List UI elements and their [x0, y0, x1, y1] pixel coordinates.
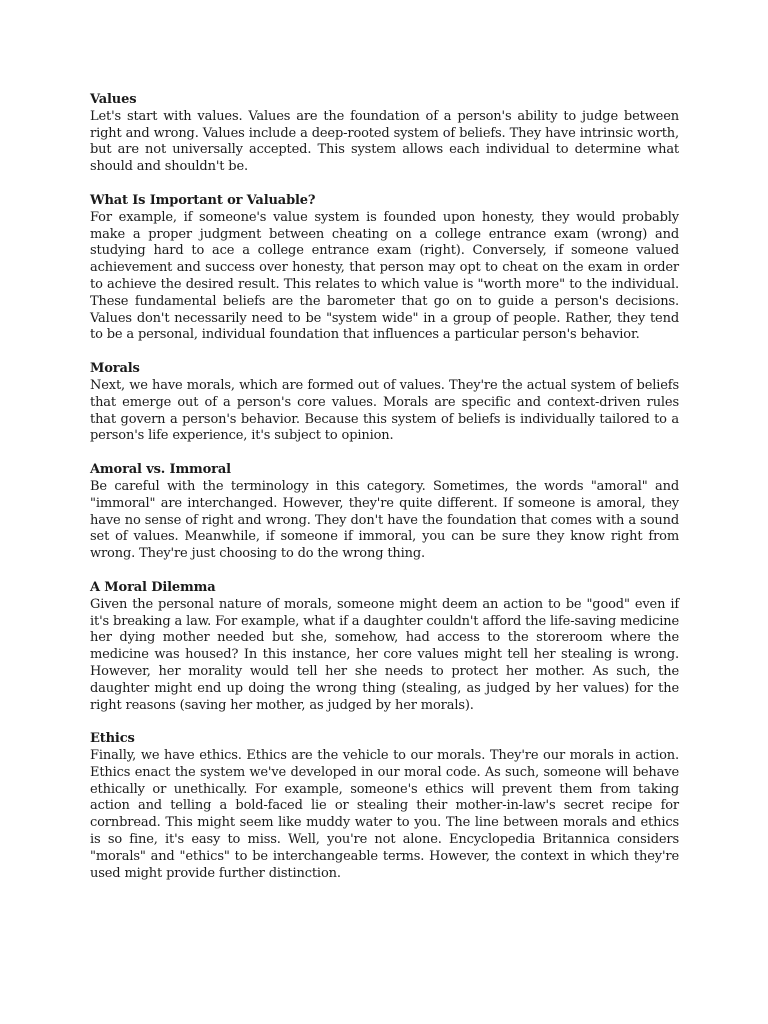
section-moral-dilemma: [90, 580, 679, 714]
section-heading: Morals: [90, 361, 140, 377]
section-heading: Amoral vs. Immoral: [90, 462, 231, 478]
section-body: Finally, we have ethics. Ethics are the vehicle to our morals. They're our morals in action. Ethics enact the system we've developed in our moral code. As such, someone will behave ethically or unethically. For example, someone's ethics will prevent them from taking action and telling a bold-faced lie or stealing their mother-in-law's secret recipe for cornbread. This might seem like muddy water to you. The line between morals and ethics is so fine, it's easy to miss. Well, you're not alone. Encyclopedia Britannica considers "morals" and "ethics" to be interchangeable terms. However, the context in which they're used might provide further distinction.: [90, 748, 679, 881]
section-body: For example, if someone's value system is founded upon honesty, they would probably make a proper judgment between cheating on a college entrance exam (wrong) and studying hard to ace a college entrance exam (right). Conversely, if someone valued achievement and success over honesty, that person may opt to cheat on the exam in order to achieve the desired result. This relates to which value is "worth more" to the individual. These fundamental beliefs are the barometer that go on to guide a person's decisions. Values don't necessarily need to be "system wide" in a group of people. Rather, they tend to be a personal, individual foundation that influences a particular person's behavior.: [90, 209, 679, 343]
section-amoral-vs-immoral: [90, 462, 679, 563]
section-heading: Ethics: [90, 731, 135, 747]
section-heading: A Moral Dilemma: [90, 579, 216, 595]
section-body: Be careful with the terminology in this category. Sometimes, the words "amoral" and "immoral" are interchanged. However, they're quite different. If someone is amoral, they have no sense of right and wrong. They don't have the foundation that comes with a sound set of values. Meanwhile, if someone if immoral, you can be sure they know right from wrong. They're just choosing to do the wrong thing.: [90, 478, 679, 562]
section-morals: [90, 361, 679, 445]
section-values: [90, 92, 679, 176]
section-what-is-important: [90, 193, 679, 344]
section-body: Next, we have morals, which are formed out of values. They're the actual system of beliefs that emerge out of a person's core values. Morals are specific and context-driven rules that govern a person's behavior. Because this system of beliefs is individually tailored to a person's life experience, it's subject to opinion.: [90, 377, 679, 444]
section-heading: What Is Important or Valuable?: [90, 192, 316, 208]
section-body: Let's start with values. Values are the foundation of a person's ability to judge between right and wrong. Values include a deep-rooted system of beliefs. They have intrinsic worth, but are not universally accepted. This system allows each individual to determine what should and shouldn't be.: [90, 108, 679, 175]
section-heading: Values: [90, 92, 137, 107]
document-page: [90, 92, 679, 899]
section-body: Given the personal nature of morals, someone might deem an action to be "good" even if it's breaking a law. For example, what if a daughter couldn't afford the life-saving medicine her dying mother needed but she, somehow, had access to the storeroom where the medicine was housed? In this instance, her core values might tell her stealing is wrong. However, her morality would tell her she needs to protect her mother. As such, the daughter might end up doing the wrong thing (stealing, as judged by her values) for the right reasons (saving her mother, as judged by her morals).: [90, 596, 679, 713]
section-ethics: [90, 731, 679, 882]
